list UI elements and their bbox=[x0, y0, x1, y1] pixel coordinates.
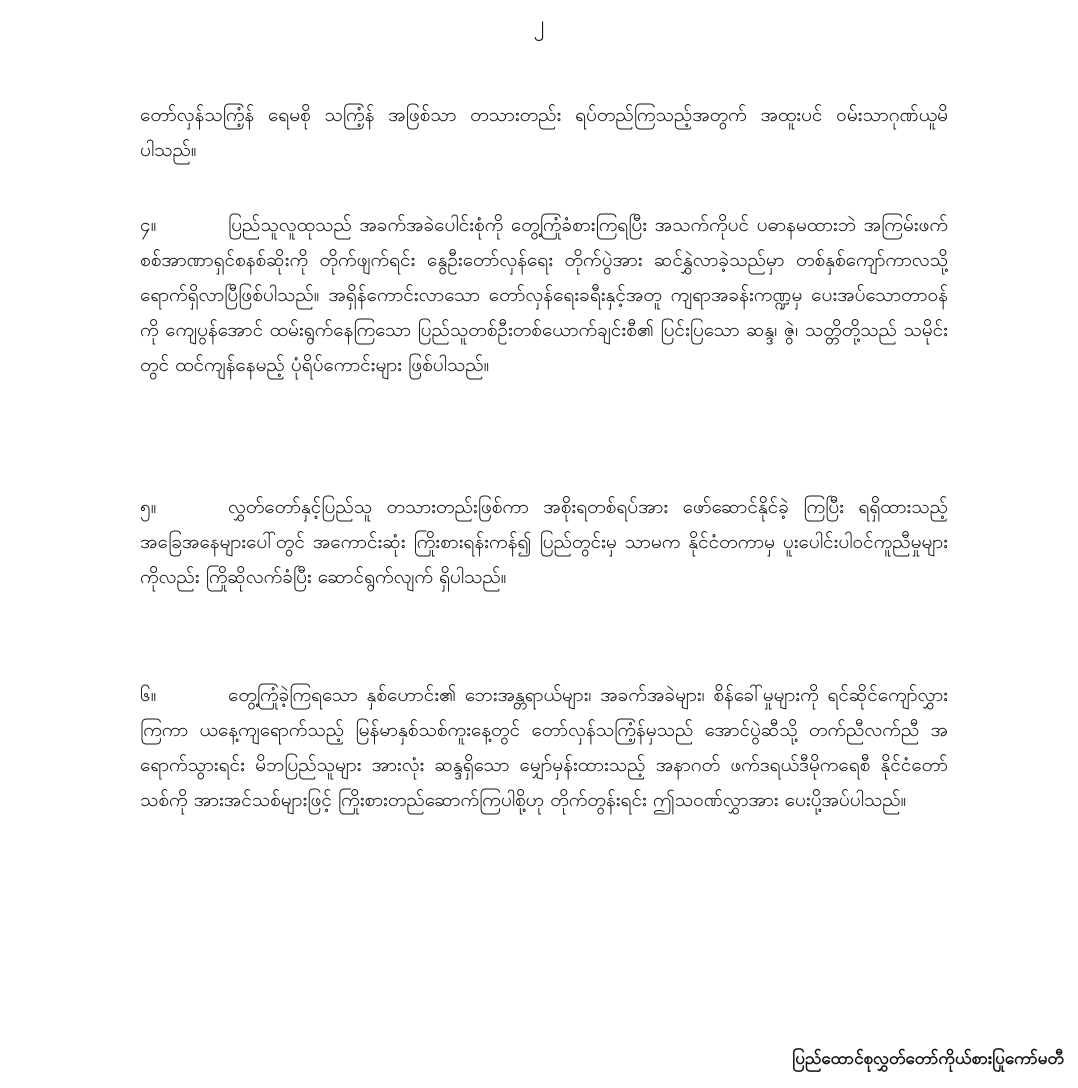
paragraph-text: လွှတ်တော်နှင့်ပြည်သူ တသားတည်းဖြစ်ကာ အစိုးရတစ်ရပ်အား ဖော်ဆောင်နိုင်ခဲ့ ကြပြီး ရရှိထားသည့် အခြေအနေများပေါ်တွင် အကောင်းဆုံး ကြိုးစားရန်းကန်၍ ပြည်တွင်းမှ သာမက နိုင်ငံတကာမှ ပူးပေါင်းပါဝင်ကူညီမှုများကိုလည်း ကြိုဆိုလက်ခံပြီး ဆောင်ရွက်လျက် ရှိပါသည်။ bbox=[140, 496, 948, 588]
paragraph-continuation bbox=[140, 98, 948, 168]
signature-committee: ပြည်ထောင်စုလွှတ်တော်ကိုယ်စားပြုကော်မတီ bbox=[792, 1049, 1064, 1069]
page-number: ၂ bbox=[533, 12, 545, 37]
paragraph-number: ၅။ bbox=[140, 496, 157, 518]
paragraph-text: ပြည်သူလူထုသည် အခက်အခဲပေါင်းစုံကို တွေ့ကြုံခံစားကြရပြီး အသက်ကိုပင် ပဓာနမထားဘဲ အကြမ်းဖက်စစ်အာဏာရှင်စနစ်ဆိုးကို တိုက်ဖျက်ရင်း နွေဦးတော်လှန်ရေး တိုက်ပွဲအား ဆင်နွှဲလာခဲ့သည်မှာ တစ်နှစ်ကျော်ကာလသို့ ရောက်ရှိလာပြီဖြစ်ပါသည်။ အရှိန်ကောင်းလာသော တော်လှန်ရေးခရီးနှင့်အတူ ကျရာအခန်းကဏ္ဍမှ ပေးအပ်သောတာဝန်ကို ကျေပွန်အောင် ထမ်းရွက်နေကြသော ပြည်သူတစ်ဦးတစ်ယောက်ချင်းစီ၏ ပြင်းပြသော ဆန္ဒ၊ ဇွဲ၊ သတ္တိတို့သည် သမိုင်းတွင် ထင်ကျန်နေမည့် ပုံရိပ်ကောင်းများ ဖြစ်ပါသည်။ bbox=[140, 214, 948, 376]
paragraph-6 bbox=[140, 678, 948, 818]
paragraph-number: ၆။ bbox=[140, 684, 157, 706]
paragraph-number: ၄။ bbox=[140, 214, 157, 236]
paragraph-text: တွေ့ကြုံခဲ့ကြရသော နှစ်ဟောင်း၏ ဘေးအန္တရာယ်များ၊ အခက်အခဲများ၊ စိန်ခေါ်မှုများကို ရင်ဆိုင်ကျော်လွှားကြကာ ယနေ့ကျရောက်သည့် မြန်မာနှစ်သစ်ကူးနေ့တွင် တော်လှန်သကြံ့န်မှသည် အောင်ပွဲဆီသို့ တက်ညီလက်ညီ အရောက်သွားရင်း မိဘပြည်သူများ အားလုံး ဆန္ဒရှိသော မျှော်မှန်းထားသည့် အနာဂတ် ဖက်ဒရယ်ဒီမိုကရေစီ နိုင်ငံတော်သစ်ကို အားအင်သစ်များဖြင့် ကြိုးစားတည်ဆောက်ကြပါစို့ဟု တိုက်တွန်းရင်း ဤသဝဏ်လွှာအား ပေးပို့အပ်ပါသည်။ bbox=[140, 684, 948, 811]
paragraph-5 bbox=[140, 490, 948, 595]
paragraph-4 bbox=[140, 208, 948, 383]
paragraph-text: တော်လှန်သကြံ့န် ရေမစို သကြံ့န် အဖြစ်သာ တသားတည်း ရပ်တည်ကြသည့်အတွက် အထူးပင် ဝမ်းသာဂုဏ်ယူမိပါသည်။ bbox=[140, 104, 948, 161]
